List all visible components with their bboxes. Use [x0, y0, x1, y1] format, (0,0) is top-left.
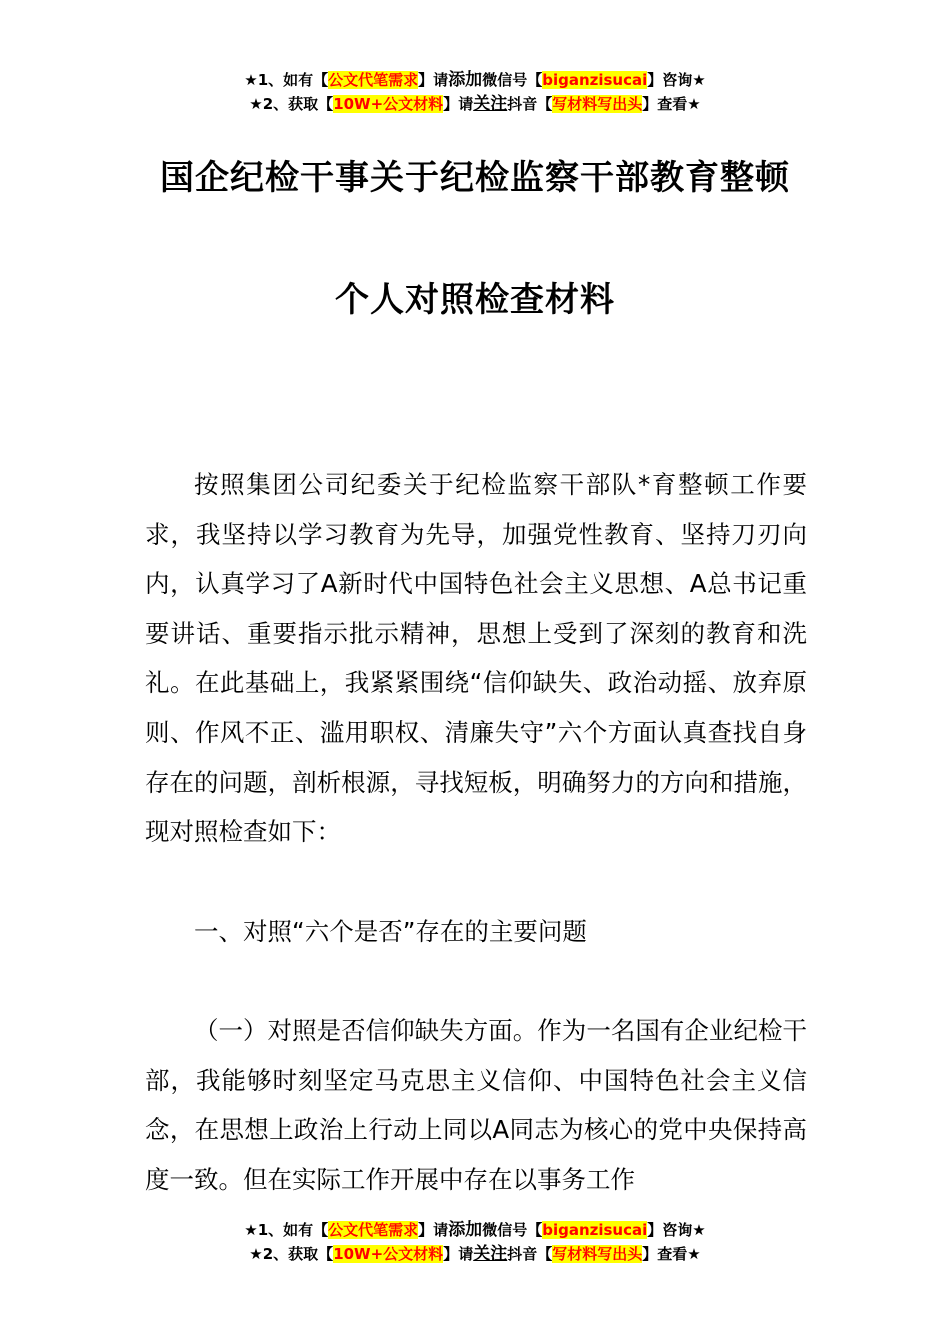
promo-highlight: 10W+公文材料 [333, 95, 444, 113]
promo-line-2: ★2、获取【10W+公文材料】请关注抖音【写材料写出头】查看★ [249, 94, 701, 114]
promo-highlight: 公文代笔需求 [328, 1221, 419, 1239]
promo-highlight: 写材料写出头 [552, 1245, 643, 1263]
promo-highlight: biganzisucai [542, 71, 648, 89]
document-title-line-2: 个人对照检查材料 [335, 280, 615, 320]
promo-banner-bottom [0, 1218, 950, 1266]
body-paragraph-1: 按照集团公司纪委关于纪检监察干部队*育整顿工作要求，我坚持以学习教育为先导，加强党性教育、坚持刀刃向内，认真学习了A新时代中国特色社会主义思想、A总书记重要讲话、重要指示批示精神，思想上受到了深刻的教育和洗礼。在此基础上，我紧紧围绕“信仰缺失、政治动摇、放弃原则、作风不正、滥用职权、清廉失守”六个方面认真查找自身存在的问题，剖析根源，寻找短板，明确努力的方向和措施，现对照检查如下： [145, 470, 807, 847]
body-paragraph-2: （一）对照是否信仰缺失方面。作为一名国有企业纪检干部，我能够时刻坚定马克思主义信仰、中国特色社会主义信念，在思想上政治上行动上同以A同志为核心的党中央保持高度一致。但在实际工作开展中存在以事务工作 [145, 1016, 807, 1194]
document-title-line-1: 国企纪检干事关于纪检监察干部教育整顿 [160, 158, 790, 198]
promo-highlight: 10W+公文材料 [333, 1245, 444, 1263]
promo-line-1: ★1、如有【公文代笔需求】请添加微信号【biganzisucai】咨询★ [244, 1220, 706, 1240]
promo-highlight: 写材料写出头 [552, 95, 643, 113]
promo-line-2: ★2、获取【10W+公文材料】请关注抖音【写材料写出头】查看★ [249, 1244, 701, 1264]
promo-highlight: 公文代笔需求 [328, 71, 419, 89]
promo-line-1: ★1、如有【公文代笔需求】请添加微信号【biganzisucai】咨询★ [244, 70, 706, 90]
section-heading-1: 一、对照“六个是否”存在的主要问题 [194, 917, 587, 946]
promo-highlight: biganzisucai [542, 1221, 648, 1239]
promo-banner-top [0, 68, 950, 116]
